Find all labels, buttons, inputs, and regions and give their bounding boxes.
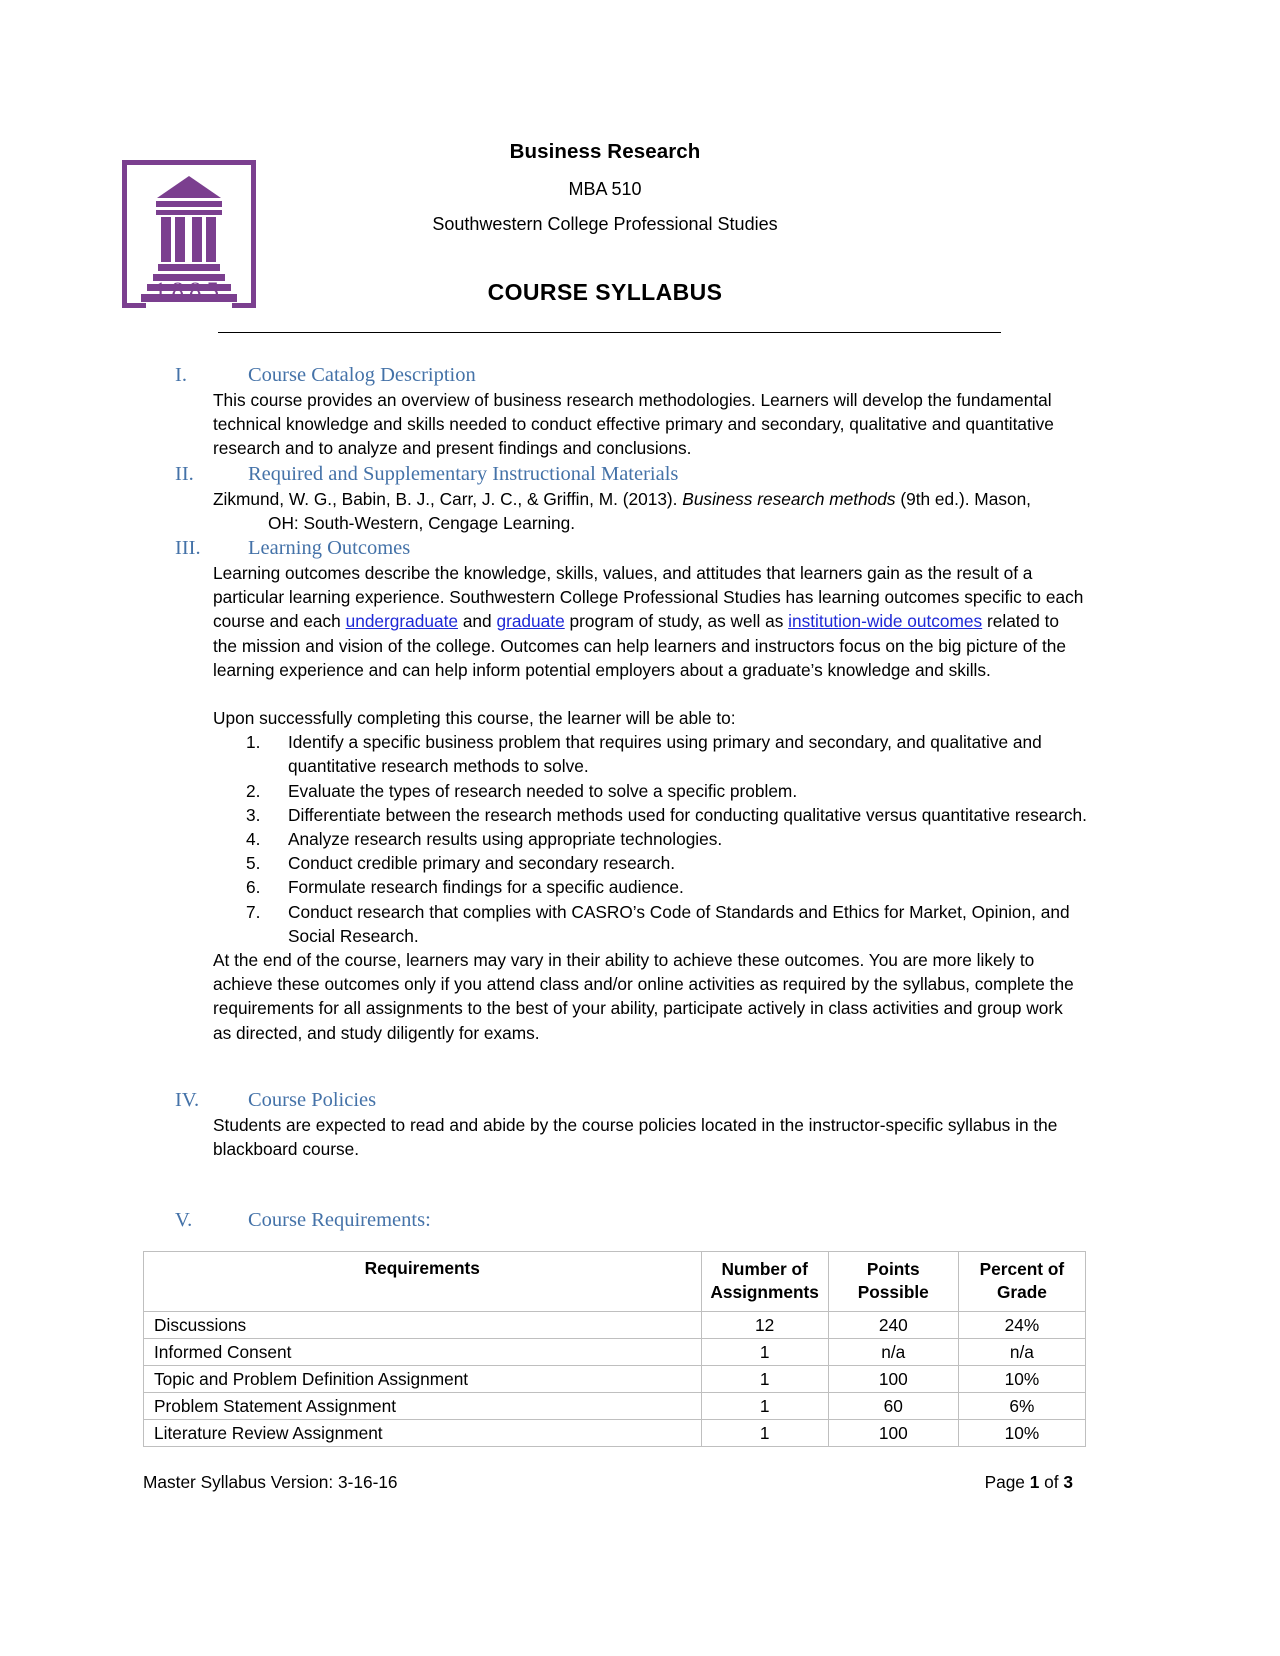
list-item-number: 1. xyxy=(246,732,261,753)
cell-points: 240 xyxy=(828,1312,958,1339)
list-item-number: 3. xyxy=(246,804,261,825)
cell-percent: 6% xyxy=(958,1393,1085,1420)
undergraduate-outcomes-link[interactable]: undergraduate xyxy=(345,611,459,632)
section-2-numeral: II. xyxy=(175,462,194,485)
section-3-numeral: III. xyxy=(175,537,201,560)
section-3-closing: At the end of the course, learners may vary in their ability to achieve these outcomes. You are more likely to achieve these outcomes only if you attend class and/or online activities as required by the syllabus, complete the requirements for all assignments to the best of your ability, participate actively in class activities and group work as directed, and study diligently for exams. xyxy=(213,950,1074,1043)
section-course-policies xyxy=(0,1087,1280,1161)
section-spacer-3 xyxy=(0,1161,1280,1185)
header-line-1: Percent of xyxy=(979,1258,1065,1279)
section-1-body: This course provides an overview of business research methodologies. Learners will develop the fundamental technical knowledge and skills needed to conduct effective primary and secondary, qualitative and quantitative research and to analyze and present findings and conclusions. xyxy=(213,390,1054,459)
table-row xyxy=(144,1420,1086,1447)
cell-points: n/a xyxy=(828,1339,958,1366)
section-1-heading xyxy=(0,362,1280,388)
cell-points: 100 xyxy=(828,1366,958,1393)
cell-assignments: 1 xyxy=(701,1420,828,1447)
section-instructional-materials xyxy=(0,461,1280,535)
intro-text-d: related to the mission and vision of the college. Outcomes can help learners and instructors focus on the big picture of the learning experience and can help inform potential employers about a graduate’s knowledge and skills. xyxy=(213,611,1067,680)
list-item-number: 4. xyxy=(246,829,261,850)
list-item-number: 5. xyxy=(246,853,261,874)
section-4-body: Students are expected to read and abide by the course policies located in the instructor-specific syllabus in the blackboard course. xyxy=(213,1114,1058,1160)
cell-percent: 10% xyxy=(958,1420,1085,1447)
course-requirements-table-wrap xyxy=(143,1251,1086,1447)
column-header-points-possible xyxy=(828,1252,958,1312)
cell-requirement: Topic and Problem Definition Assignment xyxy=(144,1366,702,1393)
table-row xyxy=(144,1366,1086,1393)
cell-requirement: Discussions xyxy=(144,1312,702,1339)
list-item xyxy=(0,803,1280,827)
table-row xyxy=(144,1339,1086,1366)
course-requirements-table xyxy=(143,1251,1086,1447)
column-header-number-of-assignments xyxy=(701,1252,828,1312)
intro-text-b: and xyxy=(458,611,497,632)
list-item xyxy=(0,851,1280,875)
section-spacer-4 xyxy=(0,1185,1280,1207)
section-spacer xyxy=(0,1045,1280,1069)
section-5-numeral: V. xyxy=(175,1209,193,1232)
header-line-1: Number of xyxy=(721,1258,808,1279)
paragraph-spacer xyxy=(0,682,1280,706)
section-3-heading xyxy=(0,535,1280,561)
list-item-text: Conduct research that complies with CASRO’s Code of Standards and Ethics for Market, Opinion, and Social Research. xyxy=(288,901,1070,946)
institution-wide-outcomes-link[interactable]: institution-wide outcomes xyxy=(788,611,983,632)
document-header xyxy=(0,130,1280,330)
footer-page-indicator xyxy=(985,1472,1073,1493)
document-type-heading: COURSE SYLLABUS xyxy=(487,278,723,305)
cell-requirement: Literature Review Assignment xyxy=(144,1420,702,1447)
southwestern-college-seal-logo xyxy=(120,158,258,310)
header-line-2: Grade xyxy=(996,1281,1047,1302)
cell-points: 60 xyxy=(828,1393,958,1420)
list-item-number: 2. xyxy=(246,780,261,801)
institution-name: Southwestern College Professional Studies xyxy=(432,213,778,234)
column-header-requirements: Requirements xyxy=(144,1252,702,1312)
cell-percent: n/a xyxy=(958,1339,1085,1366)
logo-year: 1885 xyxy=(154,278,224,305)
document-body xyxy=(0,362,1280,1233)
cell-points: 100 xyxy=(828,1420,958,1447)
section-4-numeral: IV. xyxy=(175,1088,200,1111)
cell-assignments: 1 xyxy=(701,1339,828,1366)
cell-percent: 10% xyxy=(958,1366,1085,1393)
section-5-title: Course Requirements: xyxy=(248,1209,431,1232)
list-item-text: Analyze research results using appropriate technologies. xyxy=(288,829,723,850)
section-3-intro xyxy=(0,561,1280,682)
citation-authors: Zikmund, W. G., Babin, B. J., Carr, J. C., & Griffin, M. (2013). xyxy=(213,488,683,509)
section-4-title: Course Policies xyxy=(248,1088,377,1111)
page-prefix: Page xyxy=(984,1472,1030,1492)
citation-publisher: OH: South-Western, Cengage Learning. xyxy=(268,512,576,533)
citation-edition: (9th ed.). Mason, xyxy=(895,488,1031,509)
cell-percent: 24% xyxy=(958,1312,1085,1339)
section-2-title: Required and Supplementary Instructional Materials xyxy=(248,462,679,485)
page-number: 1 xyxy=(1029,1472,1040,1492)
cell-requirement: Informed Consent xyxy=(144,1339,702,1366)
section-learning-outcomes xyxy=(0,535,1280,1045)
citation-book-title: Business research methods xyxy=(682,488,896,509)
header-line-1: Points xyxy=(866,1258,920,1279)
intro-text-c: program of study, as well as xyxy=(564,611,789,632)
intro-text-a: Learning outcomes describe the knowledge, skills, values, and attitudes that learners gain as the result of a particular learning experience. Southwestern College Professional Studies has learning outcomes specific to each course and each xyxy=(213,563,1084,632)
table-header xyxy=(144,1252,1086,1312)
list-item xyxy=(0,827,1280,851)
table-header-row xyxy=(144,1252,1086,1312)
list-item-number: 7. xyxy=(246,901,261,922)
section-spacer-2 xyxy=(0,1069,1280,1087)
list-item-text: Evaluate the types of research needed to solve a specific problem. xyxy=(288,780,798,801)
list-item-text: Conduct credible primary and secondary research. xyxy=(288,853,676,874)
footer-version: Master Syllabus Version: 3-16-16 xyxy=(143,1472,398,1492)
cell-assignments: 1 xyxy=(701,1393,828,1420)
section-3-title: Learning Outcomes xyxy=(248,537,411,560)
title-block xyxy=(260,130,950,304)
course-code: MBA 510 xyxy=(568,178,642,199)
list-item xyxy=(0,900,1280,948)
table-row xyxy=(144,1393,1086,1420)
graduate-outcomes-link[interactable]: graduate xyxy=(496,611,565,632)
cell-requirement: Problem Statement Assignment xyxy=(144,1393,702,1420)
course-title: Business Research xyxy=(509,140,701,163)
list-item xyxy=(0,875,1280,899)
list-item-text: Differentiate between the research methods used for conducting qualitative versus quantitative research. xyxy=(288,804,1087,825)
cell-assignments: 1 xyxy=(701,1366,828,1393)
header-divider xyxy=(218,332,1001,333)
column-header-percent-of-grade xyxy=(958,1252,1085,1312)
table-body xyxy=(144,1312,1086,1447)
list-item-text: Identify a specific business problem that requires using primary and secondary, and qualitative and quantitative research methods to solve. xyxy=(288,732,1042,777)
section-1-title: Course Catalog Description xyxy=(248,364,476,386)
section-course-requirements xyxy=(0,1207,1280,1233)
section-1-numeral: I. xyxy=(175,364,187,386)
learning-outcomes-list xyxy=(0,730,1280,948)
section-2-citation xyxy=(0,487,1280,535)
list-item xyxy=(0,779,1280,803)
page-total: 3 xyxy=(1063,1472,1073,1492)
header-line-2: Assignments xyxy=(710,1281,819,1302)
section-course-catalog-description xyxy=(0,362,1280,461)
section-2-heading xyxy=(0,461,1280,487)
section-4-heading xyxy=(0,1087,1280,1113)
table-row xyxy=(144,1312,1086,1339)
header-line-2: Possible xyxy=(857,1281,929,1302)
list-item-text: Formulate research findings for a specific audience. xyxy=(288,877,684,898)
section-5-heading xyxy=(0,1207,1280,1233)
list-item-number: 6. xyxy=(246,877,261,898)
list-item xyxy=(0,730,1280,778)
cell-assignments: 12 xyxy=(701,1312,828,1339)
outcomes-lead-in: Upon successfully completing this course, the learner will be able to: xyxy=(213,708,736,729)
page-middle: of xyxy=(1039,1472,1064,1492)
